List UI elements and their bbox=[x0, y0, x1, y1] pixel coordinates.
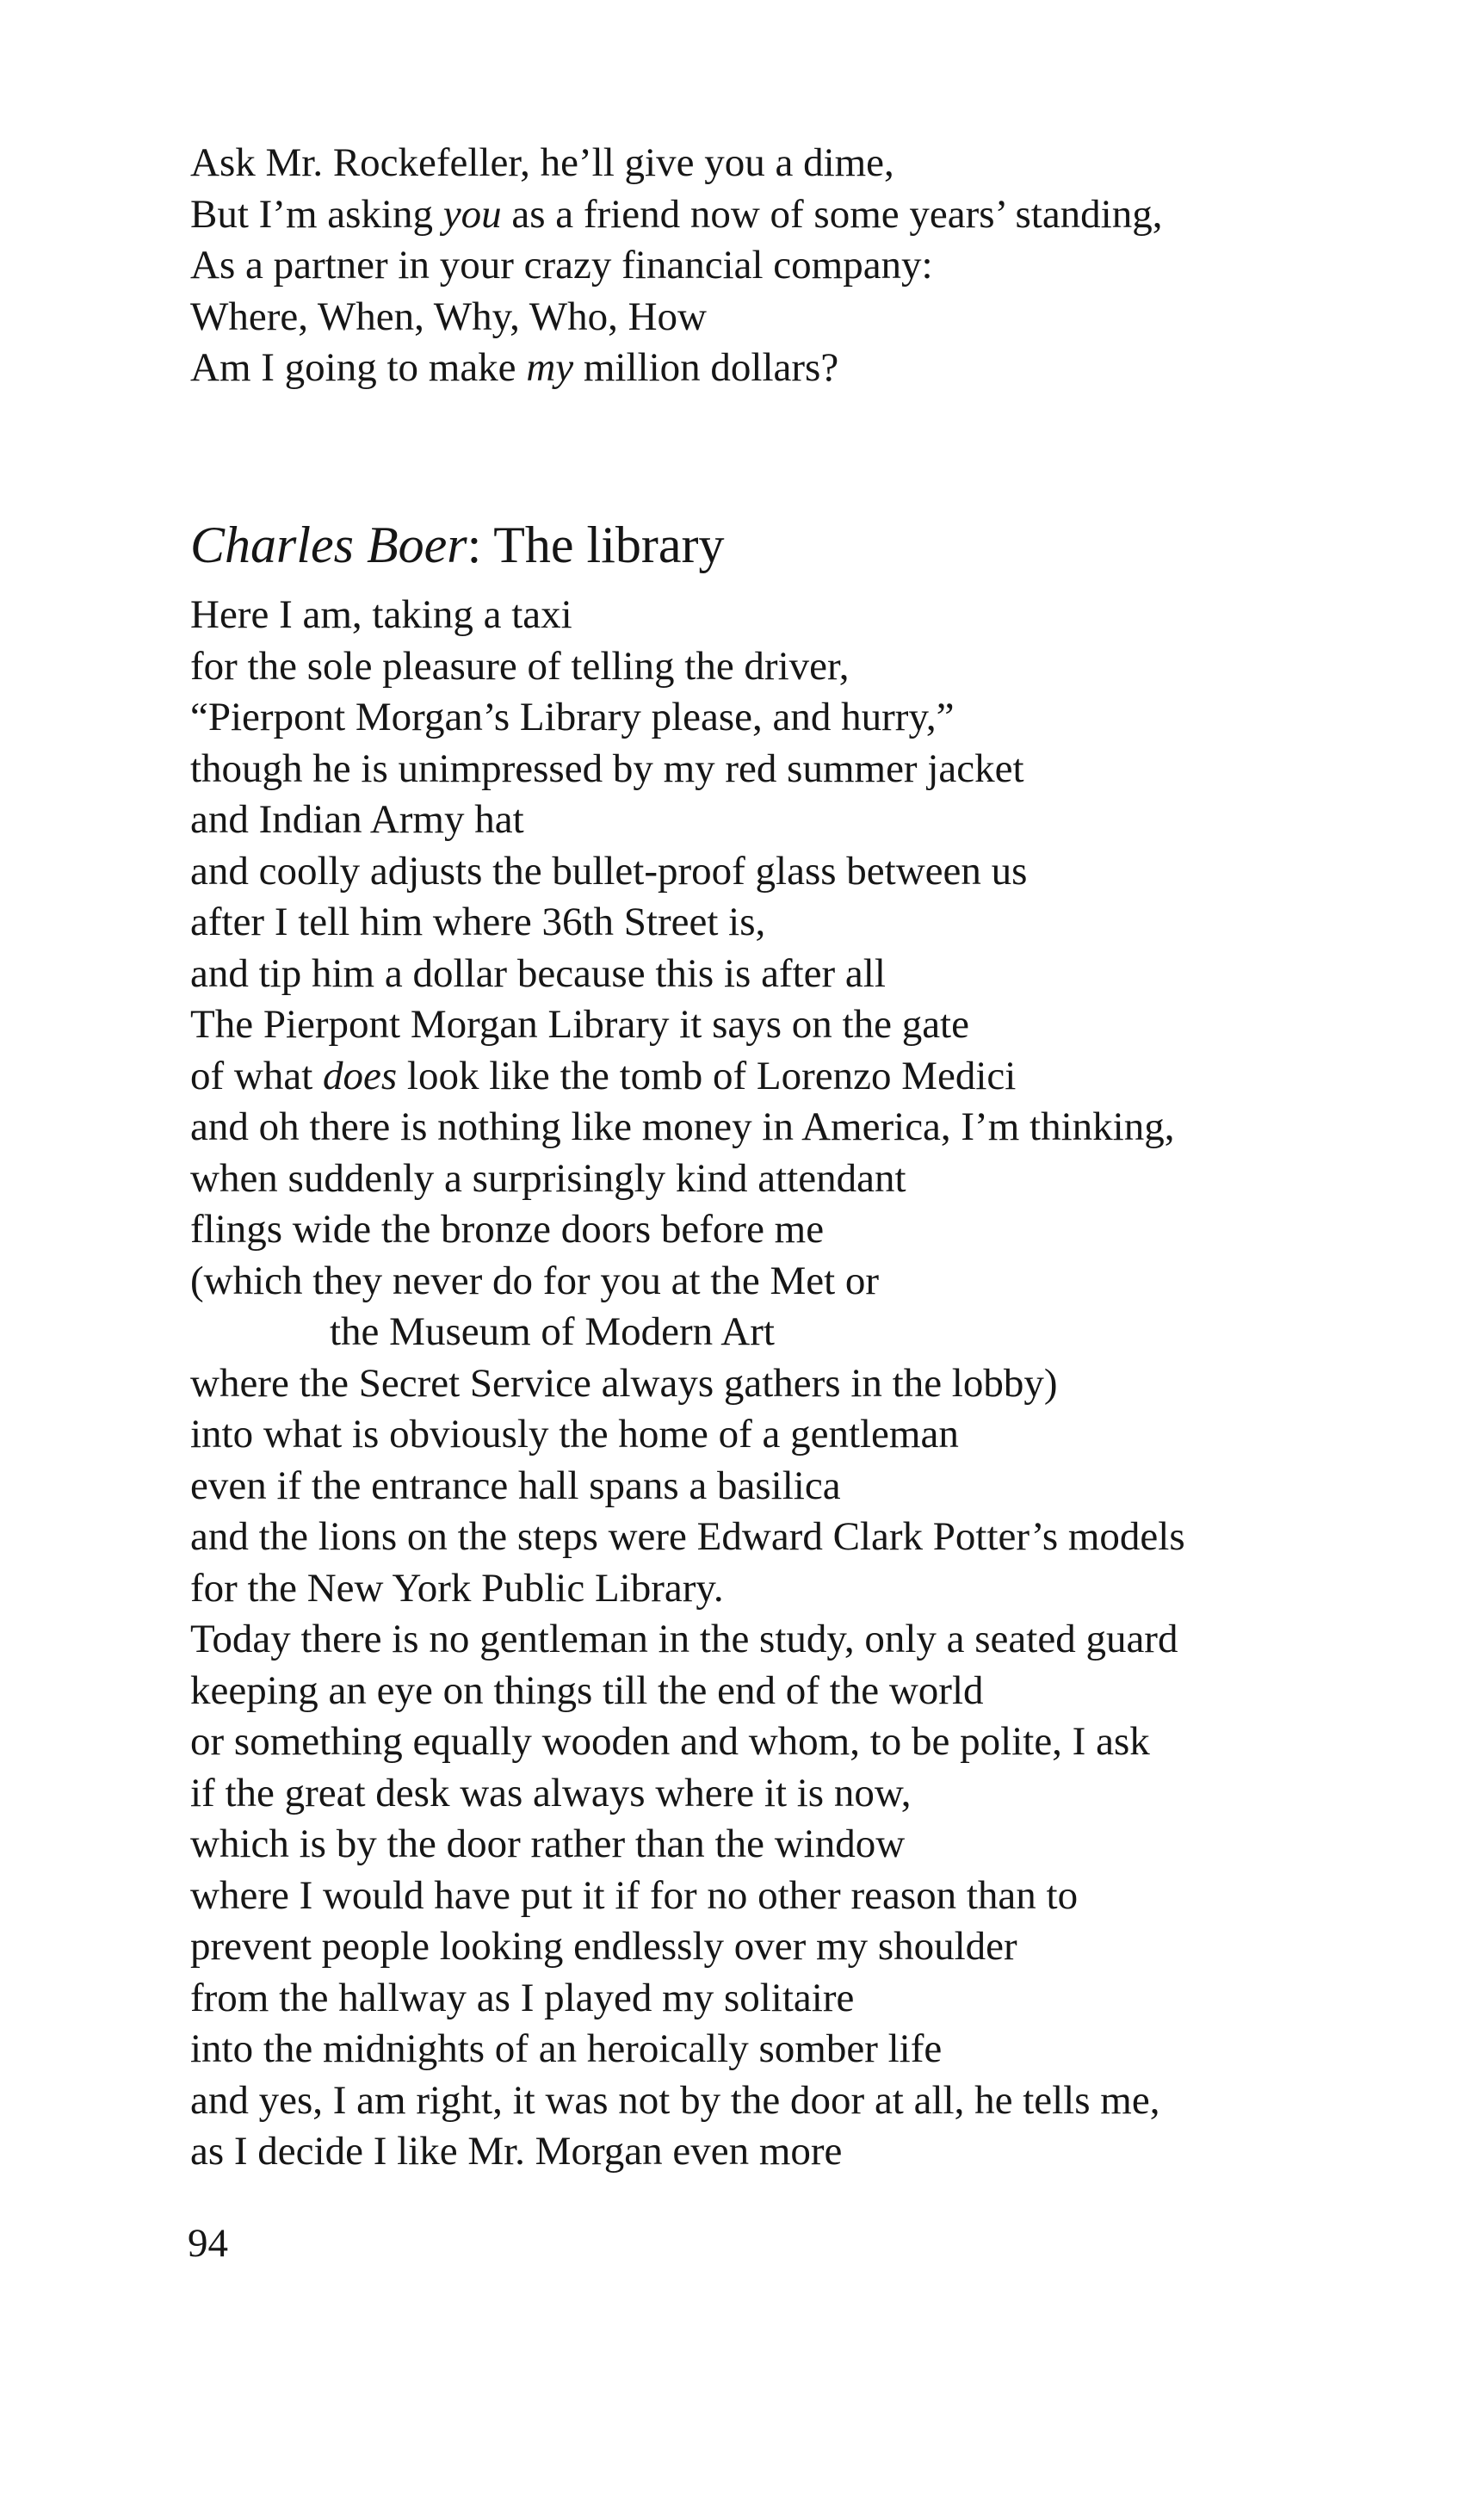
line-text: from the hallway as I played my solitaire bbox=[190, 1975, 855, 2020]
verse-line bbox=[190, 949, 1413, 1000]
line-text: flings wide the bronze doors before me bbox=[190, 1207, 825, 1252]
verse-line bbox=[190, 1973, 1413, 2025]
line-text: and the lions on the steps were Edward Clark Potter’s models bbox=[190, 1514, 1185, 1559]
line-text: and Indian Army hat bbox=[190, 797, 524, 842]
verse-line bbox=[190, 692, 1413, 744]
verse-line bbox=[190, 1204, 1413, 1256]
line-text: Ask Mr. Rockefeller, he’ll give you a dime, bbox=[190, 140, 894, 185]
line-text: and oh there is nothing like money in America, I’m thinking, bbox=[190, 1104, 1175, 1149]
poem-body bbox=[190, 590, 1413, 2178]
verse-line bbox=[190, 1819, 1413, 1871]
verse-line bbox=[190, 1256, 1413, 1308]
line-text: Am I going to make bbox=[190, 345, 527, 390]
verse-line bbox=[190, 1051, 1413, 1103]
poem-title: The library bbox=[493, 516, 725, 573]
verse-line bbox=[190, 1768, 1413, 1820]
line-text: which is by the door rather than the window bbox=[190, 1822, 906, 1866]
line-text: if the great desk was always where it is now, bbox=[190, 1770, 912, 1815]
verse-line bbox=[190, 795, 1413, 846]
line-text: of what bbox=[190, 1053, 324, 1098]
verse-line bbox=[190, 1563, 1413, 1615]
italic-text: my bbox=[526, 345, 574, 390]
verse-line bbox=[190, 1461, 1413, 1512]
line-text: As a partner in your crazy financial company: bbox=[190, 243, 933, 288]
line-text: or something equally wooden and whom, to be polite, I ask bbox=[190, 1719, 1150, 1764]
poem-heading bbox=[190, 510, 724, 579]
verse-line bbox=[190, 189, 1413, 241]
verse-line bbox=[190, 846, 1413, 898]
verse-line bbox=[190, 1512, 1413, 1563]
line-text: and coolly adjusts the bullet-proof glass between us bbox=[190, 848, 1028, 894]
line-text: as a friend now of some years’ standing, bbox=[501, 191, 1163, 237]
verse-line bbox=[190, 1102, 1413, 1154]
line-text: Where, When, Why, Who, How bbox=[190, 294, 707, 339]
line-text: and tip him a dollar because this is after all bbox=[190, 950, 886, 996]
verse-line bbox=[190, 138, 1413, 189]
verse-line bbox=[190, 1921, 1413, 1973]
line-text: where I would have put it if for no other reason than to bbox=[190, 1872, 1079, 1918]
line-text: into the midnights of an heroically somber life bbox=[190, 2026, 943, 2071]
verse-line bbox=[190, 240, 1413, 292]
line-text: for the New York Public Library. bbox=[190, 1565, 724, 1611]
line-text: (which they never do for you at the Met or bbox=[190, 1258, 880, 1303]
line-text: when suddenly a surprisingly kind attendant bbox=[190, 1155, 906, 1201]
line-text: Here I am, taking a taxi bbox=[190, 592, 572, 637]
italic-text: does bbox=[323, 1053, 398, 1098]
verse-line bbox=[190, 999, 1413, 1051]
line-text: even if the entrance hall spans a basilica bbox=[190, 1463, 841, 1508]
verse-line bbox=[190, 343, 1413, 394]
line-text: The Pierpont Morgan Library it says on the gate bbox=[190, 1002, 969, 1047]
line-text: prevent people looking endlessly over my shoulder bbox=[190, 1924, 1017, 1969]
page-number: 94 bbox=[188, 2221, 228, 2266]
line-text: But I’m asking bbox=[190, 191, 443, 237]
line-text: “Pierpont Morgan’s Library please, and hurry,” bbox=[190, 695, 955, 739]
line-text: keeping an eye on things till the end of the world bbox=[190, 1667, 984, 1713]
line-text: into what is obviously the home of a gentleman bbox=[190, 1412, 959, 1457]
verse-line bbox=[190, 1154, 1413, 1205]
verse-line bbox=[190, 1409, 1413, 1461]
heading-separator: : bbox=[467, 516, 494, 573]
verse-line bbox=[190, 1358, 1413, 1410]
line-text: though he is unimpressed by my red summer jacket bbox=[190, 745, 1024, 791]
verse-line bbox=[190, 744, 1413, 795]
verse-line bbox=[190, 1666, 1413, 1717]
verse-line bbox=[190, 590, 1413, 641]
verse-line bbox=[190, 2126, 1413, 2178]
verse-line bbox=[190, 2075, 1413, 2127]
verse-line bbox=[190, 1716, 1413, 1768]
verse-line bbox=[190, 2024, 1413, 2075]
line-text: for the sole pleasure of telling the driver, bbox=[190, 643, 850, 689]
line-text: look like the tomb of Lorenzo Medici bbox=[397, 1053, 1017, 1098]
previous-poem-ending bbox=[190, 138, 1413, 394]
poem-author: Charles Boer bbox=[190, 516, 467, 573]
line-text: Today there is no gentleman in the study, only a seated guard bbox=[190, 1617, 1178, 1661]
verse-line bbox=[190, 897, 1413, 949]
line-text: and yes, I am right, it was not by the door at all, he tells me, bbox=[190, 2077, 1160, 2123]
verse-line bbox=[190, 1871, 1413, 1922]
verse-line bbox=[190, 292, 1413, 343]
line-text: as I decide I like Mr. Morgan even more bbox=[190, 2129, 843, 2174]
verse-line bbox=[190, 641, 1413, 693]
italic-text: you bbox=[442, 191, 502, 237]
line-text: million dollars? bbox=[573, 345, 839, 390]
verse-line bbox=[190, 1307, 1413, 1358]
line-text: where the Secret Service always gathers in the lobby) bbox=[190, 1360, 1058, 1406]
line-text: after I tell him where 36th Street is, bbox=[190, 900, 766, 944]
line-text: the Museum of Modern Art bbox=[330, 1309, 775, 1354]
verse-line bbox=[190, 1614, 1413, 1666]
